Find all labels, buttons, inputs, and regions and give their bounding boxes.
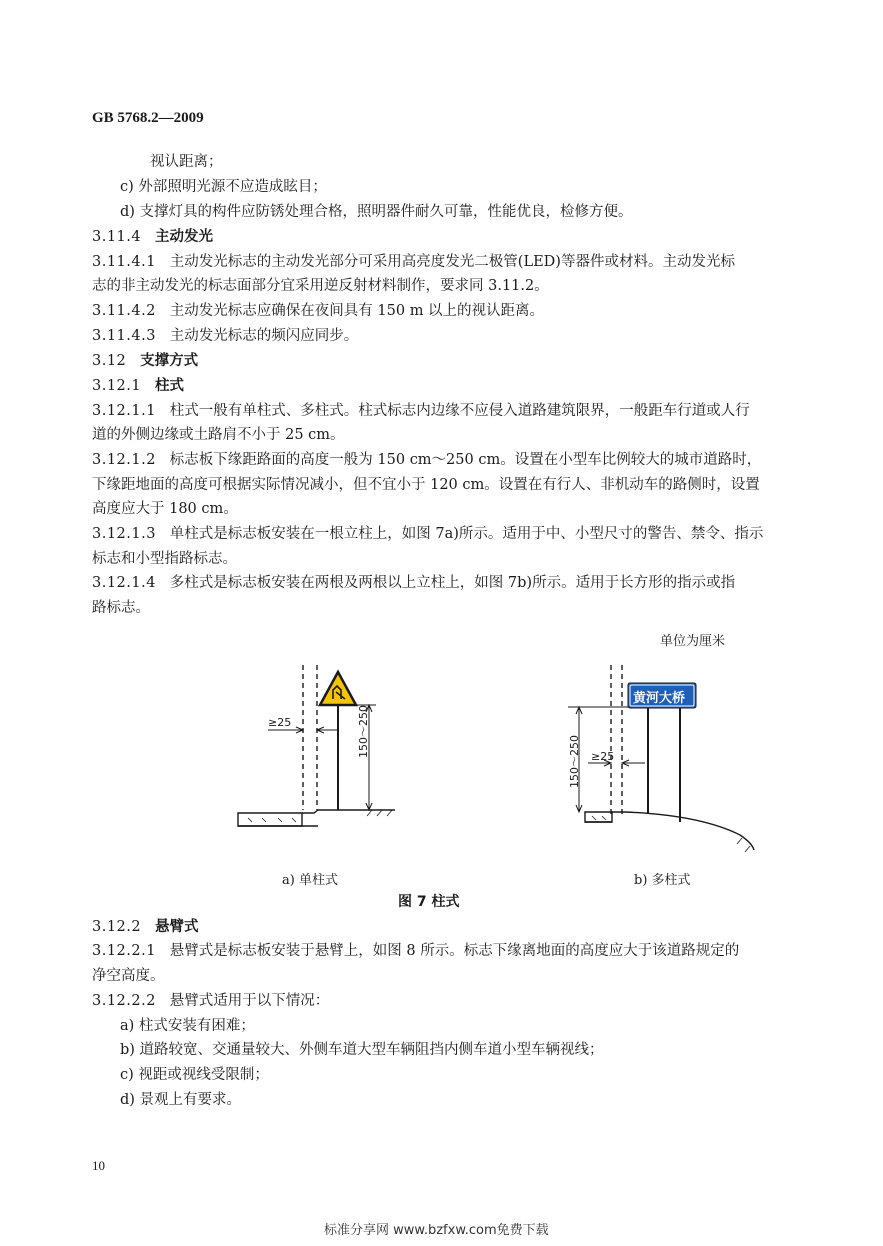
- clause-3-12-1-2: 3.12.1.2 标志板下缘距路面的高度一般为 150 cm～250 cm。设置在小型车比例较大的城市道路时，: [92, 452, 762, 468]
- list-item-c: c) 视距或视线受限制；: [120, 1067, 269, 1083]
- warning-sign-icon: [320, 672, 356, 705]
- clause-3-12-1-1: 3.12.1.1 柱式一般有单柱式、多柱式。柱式标志内边缘不应侵入道路建筑限界，一般距车行道或人行: [92, 403, 750, 419]
- section-heading-3-12-1: 3.12.1 柱式: [92, 378, 184, 394]
- section-heading-3-12-2: 3.12.2 悬臂式: [92, 919, 199, 935]
- clause-3-11-4-2: 3.11.4.2 主动发光标志应确保在夜间具有 150 m 以上的视认距离。: [92, 303, 545, 319]
- list-item-d: d) 支撑灯具的构件应防锈处理合格，照明器件耐久可靠，性能优良，检修方便。: [120, 204, 633, 220]
- clause-3-12-2-2: 3.12.2.2 悬臂式适用于以下情况：: [92, 993, 330, 1009]
- section-heading-3-11-4: 3.11.4 主动发光: [92, 229, 213, 245]
- list-item-a: a) 柱式安装有困难；: [120, 1018, 255, 1034]
- body-line: 道的外侧边缘或土路肩不小于 25 cm。: [92, 427, 345, 443]
- caption-a: a) 单柱式: [282, 873, 338, 888]
- body-line: 净空高度。: [92, 968, 165, 984]
- dimension-gap-label: ≥25: [268, 716, 292, 729]
- section-heading-3-12: 3.12 支撑方式: [92, 353, 199, 369]
- guide-sign-text: 黄河大桥: [633, 691, 686, 706]
- clause-3-11-4-3: 3.11.4.3 主动发光标志的频闪应同步。: [92, 328, 359, 344]
- footer-watermark: 标准分享网 www.bzfxw.com免费下载: [324, 1223, 549, 1238]
- page-number: 10: [92, 1158, 105, 1173]
- dimension-height-label: 150～250: [357, 705, 370, 758]
- clause-3-12-1-4: 3.12.1.4 多柱式是标志板安装在两根及两根以上立柱上，如图 7b)所示。适用于长方形的指示或指: [92, 575, 736, 591]
- list-item-b: b) 道路较宽、交通量较大、外侧车道大型车辆阻挡内侧车道小型车辆视线；: [120, 1042, 604, 1058]
- caption-b: b) 多柱式: [634, 873, 691, 888]
- body-line: 高度应大于 180 cm。: [92, 501, 238, 517]
- dimension-gap-label: ≥25: [591, 750, 615, 763]
- body-line: 下缘距地面的高度可根据实际情况减小，但不宜小于 120 cm。设置在有行人、非机动车的路侧时，设置: [92, 477, 760, 493]
- body-line: 志的非主动发光的标志面部分宜采用逆反射材料制作，要求同 3.11.2。: [92, 278, 549, 294]
- body-line: 标志和小型指路标志。: [92, 551, 237, 567]
- curb: [238, 813, 302, 826]
- clause-3-12-2-1: 3.12.2.1 悬臂式是标志板安装于悬臂上，如图 8 所示。标志下缘离地面的高度应大于该道路规定的: [92, 943, 740, 959]
- list-item-c: c) 外部照明光源不应造成眩目；: [120, 179, 327, 195]
- list-item-d: d) 景观上有要求。: [120, 1092, 242, 1108]
- unit-note: 单位为厘米: [660, 634, 726, 649]
- dimension-height-label: 150～250: [568, 735, 581, 788]
- body-line: 路标志。: [92, 600, 150, 616]
- clause-3-11-4-1: 3.11.4.1 主动发光标志的主动发光部分可采用高亮度发光二极管(LED)等器件或材料。主动发光标: [92, 254, 735, 270]
- standard-code: GB 5768.2—2009: [92, 110, 204, 126]
- figure-title: 图 7 柱式: [398, 894, 460, 910]
- body-line: 视认距离；: [150, 154, 223, 170]
- clause-3-12-1-3: 3.12.1.3 单柱式是标志板安装在一根立柱上，如图 7a)所示。适用于中、小型尺寸的警告、禁令、指示: [92, 526, 764, 542]
